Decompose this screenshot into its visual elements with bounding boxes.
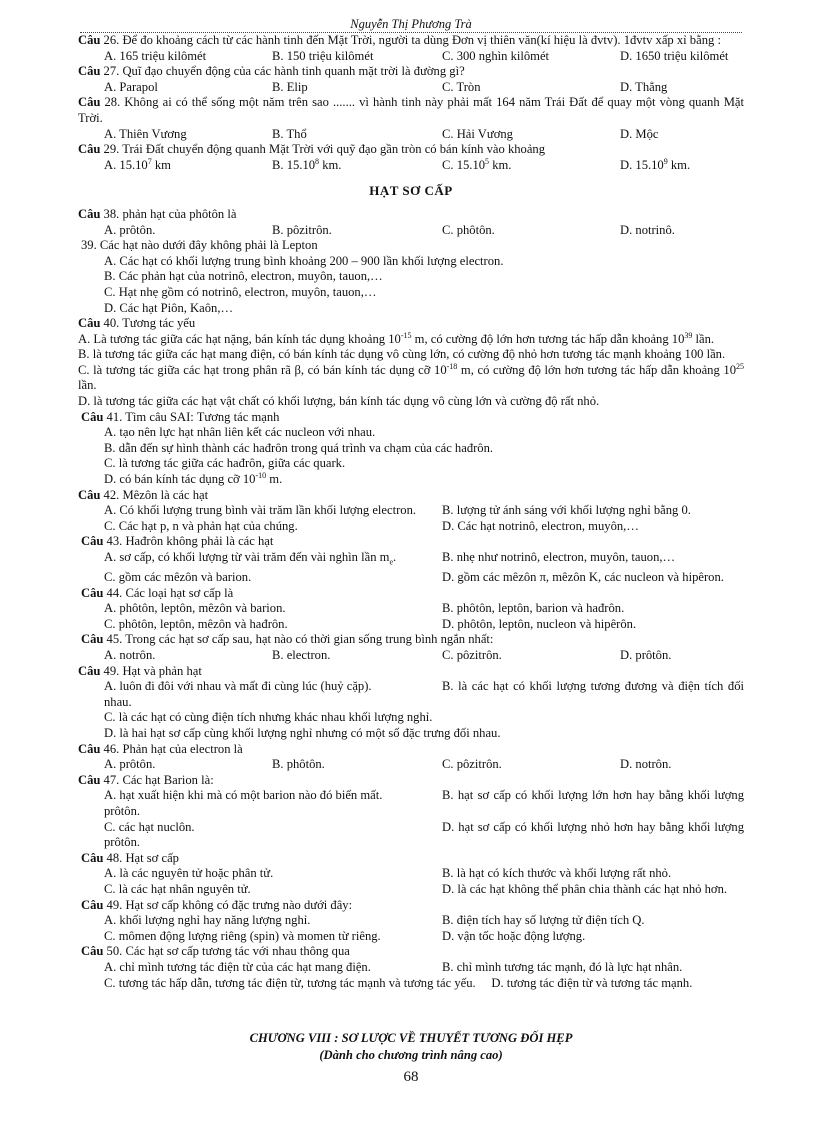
option-d: D. vận tốc hoặc động lượng. xyxy=(442,928,586,943)
option-a: A. Thiên Vương xyxy=(104,126,187,141)
q42-options-ab xyxy=(78,503,744,519)
option-a: A. tạo nên lực hạt nhân liên kết các nucleon với nhau. xyxy=(104,425,376,440)
page-header: Nguyễn Thị Phương Trà xyxy=(80,16,742,33)
question-38: Câu 38. phản hạt của phôtôn là xyxy=(78,206,237,221)
q43-options-cd xyxy=(78,570,744,586)
q48-options-ab xyxy=(78,866,744,882)
option-c: C. gồm các mêzôn và barion. xyxy=(104,570,252,585)
q44-options-ab xyxy=(78,601,744,617)
page-number: 68 xyxy=(403,1069,419,1085)
option-a: A. notrôn. xyxy=(104,648,156,663)
option-cd: C. tương tác hấp dẫn, tương tác điện từ, tương tác mạnh và tương tác yếu. D. tương tác điện từ và tương tác mạnh. xyxy=(104,975,693,990)
question-list xyxy=(78,33,744,991)
option-d: D. prôtôn. xyxy=(620,648,672,663)
option-b: B. là hạt có kích thước và khối lượng rất nhỏ. xyxy=(442,866,672,881)
chapter-title: CHƯƠNG VIII : SƠ LƯỢC VỀ THUYẾT TƯƠNG ĐỐI HẸP xyxy=(249,1031,573,1045)
option-a: A. Các hạt có khối lượng trung bình khoảng 200 – 900 lần khối lượng electron. xyxy=(104,253,504,268)
option-b: B. Thổ xyxy=(272,126,307,141)
option-c: C. là tương tác giữa các hạt trong phân rã β, có bán kính tác dụng cỡ $10^{-18}$ m, có cường độ lớn hơn tương tác hấp dẫn khoảng $10^{25}$ lần. xyxy=(78,361,745,393)
option-c: C. Hạt nhẹ gồm có notrinô, electron, muyôn, tauon,… xyxy=(104,284,377,299)
option-b: B. dẫn đến sự hình thành các hađrôn trong quá trình va chạm của các hađrôn. xyxy=(104,440,494,455)
option-d: D. có bán kính tác dụng cỡ $10^{-10}$ m. xyxy=(104,470,283,487)
question-44: Câu 44. Các loại hạt sơ cấp là xyxy=(81,585,234,600)
option-c: C. 300 nghìn kilômét xyxy=(442,48,550,63)
option-b: B. phôtôn, leptôn, barion và hađrôn. xyxy=(442,601,625,616)
option-d: D. notrôn. xyxy=(620,757,672,772)
question-39: 39. Các hạt nào dưới đây không phải là Lepton xyxy=(81,238,318,253)
option-d: D. Các hạt notrinô, electron, muyôn,… xyxy=(442,518,639,533)
question-26: Câu 26. Để đo khoảng cách từ các hành tinh đến Mặt Trời, người ta dùng Đơn vị thiên văn(kí hiệu là đvtv). 1đvtv xấp xỉ bằng : xyxy=(78,33,721,47)
option-c: C. pôzitrôn. xyxy=(442,648,502,663)
option-a: A. chỉ mình tương tác điện từ của các hạt mang điện. xyxy=(104,959,371,974)
option-c: C. pôzitrôn. xyxy=(442,757,502,772)
question-41: Câu 41. Tìm câu SAI: Tương tác mạnh xyxy=(81,409,280,424)
option-c: C. mômen động lượng riêng (spin) và momen từ riêng. xyxy=(104,928,381,943)
option-a: A. phôtôn, leptôn, mêzôn và barion. xyxy=(104,601,286,616)
q27-options xyxy=(78,80,744,96)
option-b: B. Elip xyxy=(272,79,308,94)
question-27: Câu 27. Quĩ đạo chuyển động của các hành tinh quanh mặt trời là đường gì? xyxy=(78,64,465,79)
question-47: Câu 47. Các hạt Barion là: xyxy=(78,772,214,787)
option-d: D. Các hạt Piôn, Kaôn,… xyxy=(104,300,234,315)
option-c: C. Tròn xyxy=(442,79,481,94)
option-a: A. Parapol xyxy=(104,79,158,94)
option-b: B. điện tích hay số lượng tử điện tích Q. xyxy=(442,913,645,928)
q49b-options-ab xyxy=(78,913,744,929)
q29-options xyxy=(78,158,744,174)
option-d: D. 15.10$^9$ km. xyxy=(620,156,691,172)
option-ab: A. luôn đi đôi với nhau và mất đi cùng lúc (huỷ cặp). B. là các hạt có khối lượng tương đương và điện tích đối nhau. xyxy=(104,679,744,709)
q50-options-ab xyxy=(78,960,744,976)
option-b: B. electron. xyxy=(272,648,331,663)
question-49-particle-antiparticle: Câu 49. Hạt và phản hạt xyxy=(78,663,202,678)
option-d: D. Thẳng xyxy=(620,79,668,94)
option-a: A. khối lượng nghỉ hay năng lượng nghỉ. xyxy=(104,913,311,928)
option-d: D. Mộc xyxy=(620,126,659,141)
option-b: B. Các phản hạt của notrinô, electron, muyôn, tauon,… xyxy=(104,269,383,284)
option-b: B. nhẹ như notrinô, electron, muyôn, tauon,… xyxy=(442,550,676,564)
option-c: C. là các hạt nhân nguyên tử. xyxy=(104,881,251,896)
option-d: D. là các hạt không thể phân chia thành các hạt nhỏ hơn. xyxy=(442,881,728,896)
option-b: B. pôzitrôn. xyxy=(272,222,332,237)
q26-options xyxy=(78,49,744,65)
option-c: C. phôtôn, leptôn, mêzôn và hađrôn. xyxy=(104,616,288,631)
q28-options xyxy=(78,127,744,143)
chapter-heading xyxy=(80,1030,742,1064)
option-c: C. là các hạt có cùng điện tích nhưng khác nhau khối lượng nghỉ. xyxy=(104,710,433,725)
q46-options xyxy=(78,757,744,773)
option-a: A. prôtôn. xyxy=(104,757,156,772)
option-d: D. gồm các mêzôn π, mêzôn K, các nucleon và hipêron. xyxy=(442,570,724,585)
option-b: B. 15.10$^8$ km. xyxy=(272,156,342,172)
option-a: A. sơ cấp, có khối lượng từ vài trăm đến vài nghìn lần $m_e$. xyxy=(104,550,397,567)
option-c: C. Các hạt p, n và phản hạt của chúng. xyxy=(104,518,298,533)
q42-options-cd xyxy=(78,519,744,535)
question-48: Câu 48. Hạt sơ cấp xyxy=(81,850,179,865)
question-49-characteristics: Câu 49. Hạt sơ cấp không có đặc trưng nào dưới đây: xyxy=(81,897,353,912)
question-46: Câu 46. Phản hạt của electron là xyxy=(78,741,243,756)
option-c: C. Hải Vương xyxy=(442,126,513,141)
question-40: Câu 40. Tương tác yếu xyxy=(78,316,196,331)
q43-options-ab xyxy=(78,550,744,570)
option-c: C. phôtôn. xyxy=(442,222,495,237)
q49b-options-cd xyxy=(78,929,744,945)
option-b: B. 150 triệu kilômét xyxy=(272,48,374,63)
option-c: C. là tương tác giữa các hađrôn, giữa các quark. xyxy=(104,456,346,471)
option-d: D. là tương tác giữa các hạt vật chất có khối lượng, bán kính tác dụng vô cùng lớn và cường độ rất nhỏ. xyxy=(78,394,600,409)
chapter-subtitle: (Dành cho chương trình nâng cao) xyxy=(319,1048,503,1062)
question-50: Câu 50. Các hạt sơ cấp tương tác với nhau thông qua xyxy=(81,944,350,959)
q44-options-cd xyxy=(78,617,744,633)
question-28: Câu 28. Không ai có thể sống một năm trên sao ....... vì hành tinh này phải mất 164 năm Trái Đất để quay một vòng quanh Mặt Trời. xyxy=(78,95,744,125)
q45-options xyxy=(78,648,744,664)
question-42: Câu 42. Mêzôn là các hạt xyxy=(78,487,209,502)
question-43: Câu 43. Hađrôn không phải là các hạt xyxy=(81,534,274,549)
option-a: A. Là tương tác giữa các hạt nặng, bán kính tác dụng khoảng $10^{-15}$ m, có cường độ lớn hơn tương tác hấp dẫn khoảng $10^{39}$ lần. xyxy=(78,330,715,346)
q48-options-cd xyxy=(78,882,744,898)
option-a: A. Có khối lượng trung bình vài trăm lần khối lượng electron. xyxy=(104,503,417,518)
option-d: D. phôtôn, leptôn, nucleon và hipêrôn. xyxy=(442,616,637,631)
question-29: Câu 29. Trái Đất chuyển động quanh Mặt Trời với quỹ đạo gần tròn có bán kính vào khoảng xyxy=(78,142,546,157)
option-b: B. là tương tác giữa các hạt mang điện, có bán kính tác dụng vô cùng lớn, có cường độ nhỏ hơn tương tác mạnh khoảng 100 lần. xyxy=(78,347,726,362)
option-a: A. prôtôn. xyxy=(104,222,156,237)
option-a: A. là các nguyên tử hoặc phân tử. xyxy=(104,866,274,881)
option-ab: A. hạt xuất hiện khi mà có một barion nào đó biến mất. B. hạt sơ cấp có khối lượng lớn hơn hay bằng khối lượng prôtôn. xyxy=(104,788,744,819)
option-b: B. phôtôn. xyxy=(272,757,325,772)
q38-options xyxy=(78,223,744,239)
option-d: D. là hai hạt sơ cấp cùng khối lượng nghỉ nhưng có một số đặc trưng đối nhau. xyxy=(104,726,501,741)
option-b: B. lượng tử ánh sáng với khối lượng nghỉ bằng 0. xyxy=(442,503,691,518)
option-a: A. 15.10$^7$ km xyxy=(104,156,171,172)
option-b: B. chỉ mình tương tác mạnh, đó là lực hạt nhân. xyxy=(442,959,683,974)
option-c: C. 15.10$^5$ km. xyxy=(442,156,512,172)
option-a: A. 165 triệu kilômét xyxy=(104,48,207,63)
section-title: HẠT SƠ CẤP xyxy=(369,183,453,199)
question-45: Câu 45. Trong các hạt sơ cấp sau, hạt nào có thời gian sống trung bình ngắn nhất: xyxy=(81,632,494,647)
option-d: D. notrinô. xyxy=(620,222,675,237)
option-d: D. 1650 triệu kilômét xyxy=(620,48,729,63)
option-cd: C. các hạt nuclôn. D. hạt sơ cấp có khối lượng nhỏ hơn hay bằng khối lượng prôtôn. xyxy=(104,819,744,850)
